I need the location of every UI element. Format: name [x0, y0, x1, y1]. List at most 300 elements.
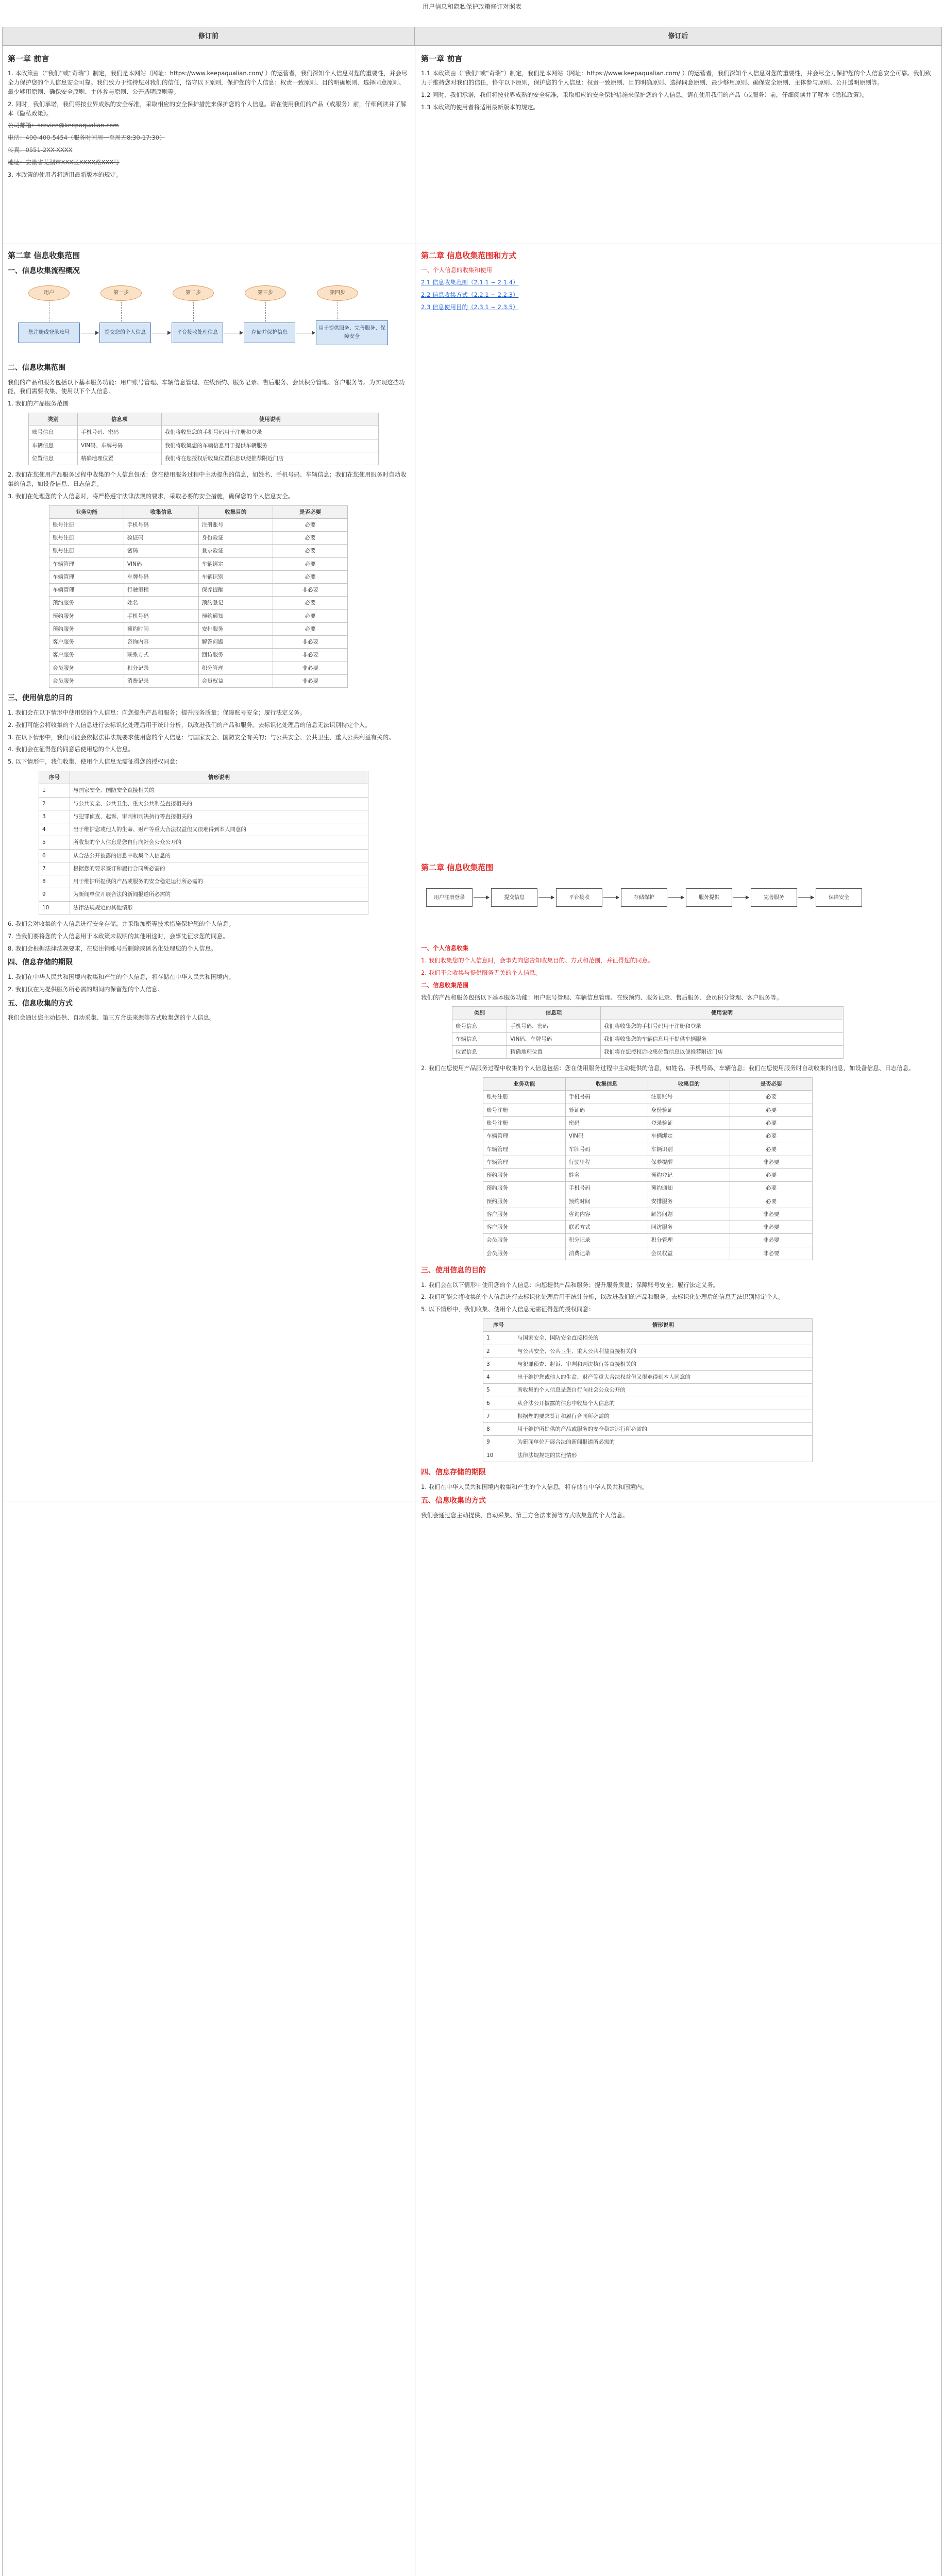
- table-row: [49, 518, 348, 531]
- table-row: [49, 557, 348, 570]
- s3-left-empty: [8, 1507, 410, 2576]
- table-cell: 出于维护您或他人的生命、财产等重大合法权益但又很难得到本人同意的: [70, 823, 368, 836]
- table-cell: 5: [39, 836, 70, 849]
- table-cell: 消费记录: [565, 1247, 648, 1260]
- s2-left: [8, 250, 410, 1497]
- table-cell: 车辆绑定: [198, 557, 273, 570]
- table-cell: 必要: [273, 557, 348, 570]
- s2-after-para: 6. 我们会对收集的个人信息进行安全存储，并采取加密等技术措施保护您的个人信息。: [8, 920, 235, 927]
- table-row: [49, 675, 348, 688]
- s1-right-para: 1.1 本政策由（“我们”或“奇瑞”）制定，我们是本网站（网址：https://www.keepaqualian.com/ ）的运营者，我们深知个人信息对您的重要性，并会尽全力保护您的个人信息安全可靠。我们致力于维持您对我们的信任，恪守以下原则，保护您的个人信息：权责一致原则、目的明确原则、选择同意原则、最少够用原则、确保安全原则、主体参与原则、公开透明原则等。: [421, 70, 931, 87]
- flow-connector: [121, 302, 122, 321]
- table-cell: 非必要: [273, 662, 348, 674]
- flow-box: 完善服务: [751, 888, 797, 907]
- table-cell: 预约服务: [49, 597, 124, 609]
- s2-right-red: 2. 我们不会收集与提供服务无关的个人信息。: [421, 969, 542, 976]
- table-cell: 非必要: [273, 675, 348, 688]
- table-row: [49, 545, 348, 557]
- table-cell: 非必要: [730, 1221, 813, 1234]
- table-header: 收集目的: [198, 505, 273, 518]
- table-row: [483, 1143, 813, 1156]
- table-row: [452, 1020, 844, 1032]
- table-cell: 与国家安全、国防安全直接相关的: [514, 1332, 813, 1345]
- table-header: 是否必要: [273, 505, 348, 518]
- table-header: 序号: [39, 771, 70, 784]
- s2-store-para: 2. 我们仅在为提供服务所必需的期间内保留您的个人信息。: [8, 985, 164, 993]
- table-cell: 非必要: [273, 649, 348, 662]
- table-cell: 我们将收集您的车辆信息用于提供车辆服务: [161, 439, 378, 452]
- s2-sub3: 三、使用信息的目的: [8, 694, 73, 703]
- table-cell: 非必要: [730, 1208, 813, 1221]
- table-cell: 我们将收集您的手机号码用于注册和登录: [600, 1020, 843, 1032]
- table-row: [39, 888, 368, 901]
- table-cell: 法律法规规定的其他情形: [70, 901, 368, 914]
- table-row: [483, 1371, 813, 1384]
- table-cell: 非必要: [730, 1156, 813, 1168]
- table-cell: 账号注册: [49, 518, 124, 531]
- s2-right-use: 2. 我们可能会将收集的个人信息进行去标识化处理后用于统计分析，以改进我们的产品和服务。去标识化处理后的信息无法识别特定个人。: [421, 1293, 784, 1301]
- table-cell: 必要: [273, 609, 348, 622]
- table-cell: 用于维护所提供的产品或服务的安全稳定运行所必需的: [514, 1423, 813, 1436]
- table-row: [483, 1234, 813, 1247]
- table-cell: 位置信息: [29, 452, 78, 465]
- table-row: [483, 1397, 813, 1410]
- table-header: 情形说明: [514, 1319, 813, 1332]
- table-row: [29, 426, 379, 439]
- table-cell: 解答问题: [198, 636, 273, 649]
- flow-oval: 用户: [28, 285, 70, 301]
- flow-box: 平台接收: [556, 888, 602, 907]
- table-cell: 4: [39, 823, 70, 836]
- table-cell: 精确地理位置: [77, 452, 161, 465]
- s1-contact: 传真：0551-2XX-XXXX: [8, 146, 73, 154]
- table-cell: 身份验证: [648, 1104, 730, 1116]
- table-cell: 3: [483, 1358, 514, 1370]
- s2-right-link: 一、个人信息的收集和使用: [421, 266, 492, 274]
- table-cell: 会员服务: [483, 1247, 566, 1260]
- table-cell: VIN码、车牌号码: [77, 439, 161, 452]
- collection-table: [49, 505, 348, 688]
- table-cell: 注册账号: [198, 518, 273, 531]
- s2-para: 1. 我们的产品服务范围: [8, 400, 69, 408]
- table-cell: 必要: [730, 1143, 813, 1156]
- table-cell: 车辆绑定: [648, 1130, 730, 1143]
- table-cell: 验证码: [124, 532, 198, 545]
- flow-arrow: [668, 897, 684, 898]
- table-cell: 与犯罪侦查、起诉、审判和判决执行等直接相关的: [514, 1358, 813, 1370]
- s1-left-para: 2. 同时，我们承诺，我们将按业界成熟的安全标准，采取相应的安全保护措施来保护您的个人信息。请在使用我们的产品（或服务）前，仔细阅读并了解本《隐私政策》。: [8, 100, 407, 117]
- table-cell: 非必要: [273, 636, 348, 649]
- table-cell: 积分管理: [648, 1234, 730, 1247]
- table-cell: 客户服务: [483, 1221, 566, 1234]
- table-cell: 必要: [273, 518, 348, 531]
- table-cell: VIN码: [124, 557, 198, 570]
- table-cell: 咨询内容: [565, 1208, 648, 1221]
- table-row: [483, 1091, 813, 1104]
- table-cell: 会员服务: [483, 1234, 566, 1247]
- flow-box: 存储并保护信息: [244, 323, 295, 343]
- table-row: [483, 1104, 813, 1116]
- table-row: [49, 649, 348, 662]
- table-cell: 车辆识别: [648, 1143, 730, 1156]
- table-cell: 保养提醒: [648, 1156, 730, 1168]
- table-row: [29, 439, 379, 452]
- s2-use-para: 5. 以下情形中，我们收集、使用个人信息无需征得您的授权同意：: [8, 758, 181, 766]
- table-cell: 姓名: [124, 597, 198, 609]
- s2-sub1: 一、信息收集流程概况: [8, 267, 80, 276]
- table-row: [49, 570, 348, 583]
- table-cell: 9: [483, 1436, 514, 1449]
- table-cell: 手机号码、密码: [507, 1020, 601, 1032]
- s2-sub5: 五、信息收集的方式: [8, 999, 73, 1008]
- table-row: [483, 1358, 813, 1370]
- table-header: 是否必要: [730, 1078, 813, 1091]
- table-cell: 预约时间: [565, 1195, 648, 1208]
- page-title: 用户信息和隐私保护政策修订对照表: [422, 3, 521, 10]
- s2-right-title: 第二章 信息收集范围: [421, 863, 494, 872]
- table-cell: 所收集的个人信息是您自行向社会公众公开的: [514, 1384, 813, 1397]
- s1-left-title: 第一章 前言: [8, 54, 49, 63]
- s2-right-link[interactable]: 2.3 信息使用目的（2.3.1 ~ 2.3.5）: [421, 303, 519, 311]
- table-cell: 预约登记: [648, 1169, 730, 1182]
- table-cell: 会员服务: [49, 662, 124, 674]
- table-cell: 手机号码: [565, 1182, 648, 1195]
- table-cell: 必要: [273, 622, 348, 635]
- table-cell: 车辆信息: [29, 439, 78, 452]
- table-cell: 积分记录: [124, 662, 198, 674]
- table-cell: 保养提醒: [198, 584, 273, 597]
- table-cell: 预约登记: [198, 597, 273, 609]
- table-row: [483, 1182, 813, 1195]
- table-header: 序号: [483, 1319, 514, 1332]
- table-cell: 预约通知: [198, 609, 273, 622]
- table-row: [483, 1208, 813, 1221]
- s2-right-use: 5. 以下情形中，我们收集、使用个人信息无需征得您的授权同意：: [421, 1306, 595, 1313]
- table-cell: 车辆识别: [198, 570, 273, 583]
- exemption-table: [39, 771, 368, 914]
- table-header: 收集目的: [648, 1078, 730, 1091]
- table-row: [49, 662, 348, 674]
- table-cell: 1: [39, 784, 70, 797]
- table-cell: 必要: [730, 1091, 813, 1104]
- table-cell: 必要: [730, 1130, 813, 1143]
- flow-arrow: [733, 897, 749, 898]
- table-cell: 8: [483, 1423, 514, 1436]
- s1-left-para: 1. 本政策由（“我们”或“奇瑞”）制定，我们是本网站（网址：https://www.keepaqualian.com/ ）的运营者，我们深知个人信息对您的重要性，并会尽全力保护您的个人信息安全可靠。我们致力于维持您对我们的信任，恪守以下原则，保护您的个人信息：权责一致原则、目的明确原则、选择同意原则、最少够用原则、确保安全原则、主体参与原则、公开透明原则等。: [8, 70, 408, 95]
- s2-para: 3. 我们在处理您的个人信息时，将严格遵守法律法规的要求，采取必要的安全措施，确保您的个人信息安全。: [8, 492, 294, 500]
- flow-arrow: [474, 897, 489, 898]
- table-cell: 必要: [730, 1169, 813, 1182]
- table-cell: 账号注册: [49, 545, 124, 557]
- table-row: [39, 836, 368, 849]
- table-cell: 精确地理位置: [507, 1046, 601, 1059]
- s2-right: [421, 862, 936, 1519]
- table-cell: 手机号码、密码: [77, 426, 161, 439]
- table-header: 业务功能: [49, 505, 124, 518]
- table-cell: 预约服务: [483, 1169, 566, 1182]
- table-cell: 3: [39, 810, 70, 823]
- flow-box: 保障安全: [816, 888, 862, 907]
- s2-para: 2. 我们在您使用产品服务过程中收集的个人信息包括：您在使用服务过程中主动提供的信息，如姓名、手机号码、车辆信息；我们在您使用服务时自动收集的信息，如设备信息、日志信息。: [8, 471, 407, 487]
- table-row: [483, 1332, 813, 1345]
- s2-right-para: 2. 我们在您使用产品服务过程中收集的个人信息包括：您在使用服务过程中主动提供的信息，如姓名、手机号码、车辆信息；我们在您使用服务时自动收集的信息，如设备信息、日志信息。: [421, 1064, 915, 1072]
- table-cell: 积分管理: [198, 662, 273, 674]
- table-cell: 我们将收集您的车辆信息用于提供车辆服务: [600, 1032, 843, 1045]
- table-cell: 我们将在您授权后收集位置信息以便推荐附近门店: [161, 452, 378, 465]
- table-cell: 与犯罪侦查、起诉、审判和判决执行等直接相关的: [70, 810, 368, 823]
- s2-use-para: 1. 我们会在以下情形中使用您的个人信息：向您提供产品和服务；提升服务质量；保障账号安全；履行法定义务。: [8, 708, 306, 716]
- s1-contact: 地址：安徽省芜湖市XXX区XXXX路XXX号: [8, 158, 120, 166]
- table-header: 业务功能: [483, 1078, 566, 1091]
- table-row: [49, 532, 348, 545]
- table-cell: 预约通知: [648, 1182, 730, 1195]
- table-cell: 回访服务: [198, 649, 273, 662]
- table-cell: 必要: [730, 1195, 813, 1208]
- table-cell: 从合法公开披露的信息中收集个人信息的: [514, 1397, 813, 1410]
- table-cell: 积分记录: [565, 1234, 648, 1247]
- table-header: 使用说明: [161, 413, 378, 426]
- s2-right-sub5: 五、信息收集的方式: [421, 1497, 486, 1505]
- table-cell: 车牌号码: [565, 1143, 648, 1156]
- flow-box: 用于提供服务、完善服务、保障安全: [316, 320, 388, 345]
- table-cell: 注册账号: [648, 1091, 730, 1104]
- s1-right-title: 第一章 前言: [421, 54, 463, 63]
- table-cell: 联系方式: [565, 1221, 648, 1234]
- flow-box: 存储保护: [621, 888, 667, 907]
- table-cell: 账号信息: [29, 426, 78, 439]
- table-cell: 车辆管理: [483, 1143, 566, 1156]
- table-cell: 账号注册: [49, 532, 124, 545]
- table-cell: 非必要: [273, 584, 348, 597]
- table-cell: VIN码、车牌号码: [507, 1032, 601, 1045]
- right-scope-table: [452, 1006, 844, 1059]
- s2-right-store: 1. 我们在中华人民共和国境内收集和产生的个人信息，将存储在中华人民共和国境内。: [421, 1483, 648, 1490]
- s2-right-red: 1. 我们收集您的个人信息时，会事先向您告知收集目的、方式和范围，并征得您的同意。: [421, 957, 654, 964]
- table-cell: 账号注册: [483, 1104, 566, 1116]
- s2-right-para: 我们的产品和服务包括以下基本服务功能：用户账号管理、车辆信息管理、在线预约、服务记录、售后服务、会员积分管理、客户服务等。: [421, 993, 783, 1001]
- table-row: [49, 609, 348, 622]
- table-cell: 手机号码: [124, 518, 198, 531]
- table-header: 类别: [29, 413, 78, 426]
- table-cell: 消费记录: [124, 675, 198, 688]
- s2-right-red: 二、信息收集范围: [421, 981, 468, 989]
- table-row: [483, 1116, 813, 1129]
- right-exemption-table: [483, 1318, 813, 1462]
- table-cell: 客户服务: [483, 1208, 566, 1221]
- table-cell: 从合法公开披露的信息中收集个人信息的: [70, 849, 368, 862]
- table-cell: 1: [483, 1332, 514, 1345]
- table-cell: 必要: [273, 545, 348, 557]
- table-cell: 用于维护所提供的产品或服务的安全稳定运行所必需的: [70, 875, 368, 888]
- table-cell: 必要: [730, 1104, 813, 1116]
- s2-after-para: 7. 当我们要将您的个人信息用于本政策未载明的其他用途时，会事先征求您的同意。: [8, 932, 229, 940]
- table-cell: 与公共安全、公共卫生、重大公共利益直接相关的: [70, 797, 368, 810]
- table-cell: 密码: [565, 1116, 648, 1129]
- table-row: [39, 875, 368, 888]
- table-row: [49, 622, 348, 635]
- table-cell: 我们将在您授权后收集位置信息以便推荐附近门店: [600, 1046, 843, 1059]
- s2-method-para: 我们会通过您主动提供、自动采集、第三方合法来源等方式收集您的个人信息。: [8, 1014, 215, 1022]
- table-cell: 客户服务: [49, 649, 124, 662]
- table-row: [39, 810, 368, 823]
- table-cell: 预约服务: [483, 1182, 566, 1195]
- table-row: [49, 636, 348, 649]
- table-row: [452, 1032, 844, 1045]
- flow-oval: 第三步: [245, 285, 286, 301]
- table-cell: 验证码: [565, 1104, 648, 1116]
- table-cell: 预约服务: [49, 609, 124, 622]
- s2-sub4: 四、信息存储的期限: [8, 958, 73, 967]
- table-header: 收集信息: [565, 1078, 648, 1091]
- table-cell: 车辆信息: [452, 1032, 507, 1045]
- flow-oval: 第四步: [317, 285, 358, 301]
- header-before: 修订前: [3, 27, 415, 46]
- table-cell: 必要: [273, 570, 348, 583]
- flow-arrow: [798, 897, 814, 898]
- table-cell: 客户服务: [49, 636, 124, 649]
- table-cell: 2: [39, 797, 70, 810]
- table-cell: 车辆管理: [483, 1130, 566, 1143]
- table-cell: 会员权益: [648, 1247, 730, 1260]
- s1-left: [8, 53, 410, 239]
- table-row: [483, 1247, 813, 1260]
- flow-box: 提交您的个人信息: [99, 323, 151, 343]
- table-cell: 2: [483, 1345, 514, 1358]
- table-cell: 必要: [730, 1116, 813, 1129]
- table-cell: 7: [483, 1410, 514, 1422]
- table-cell: 车辆管理: [49, 584, 124, 597]
- table-cell: 非必要: [730, 1234, 813, 1247]
- table-row: [452, 1046, 844, 1059]
- table-cell: 回访服务: [648, 1221, 730, 1234]
- table-cell: 与国家安全、国防安全直接相关的: [70, 784, 368, 797]
- right-collection-table: [483, 1077, 813, 1260]
- table-cell: 预约服务: [483, 1195, 566, 1208]
- s2-after-para: 8. 我们会根据法律法规要求，在您注销账号后删除或匿名化处理您的个人信息。: [8, 944, 217, 952]
- flow-oval: 第二步: [173, 285, 214, 301]
- table-header: 类别: [452, 1007, 507, 1020]
- table-cell: 车辆管理: [49, 557, 124, 570]
- table-row: [483, 1449, 813, 1462]
- table-row: [483, 1384, 813, 1397]
- service-scope-table: [28, 413, 379, 465]
- s2-store-para: 1. 我们在中华人民共和国境内收集和产生的个人信息，将存储在中华人民共和国境内。: [8, 973, 235, 981]
- flow-box: 您注册或登录账号: [18, 323, 80, 343]
- table-row: [483, 1410, 813, 1422]
- table-cell: 登录验证: [198, 545, 273, 557]
- table-cell: 账号信息: [452, 1020, 507, 1032]
- flow-arrow: [538, 897, 554, 898]
- table-row: [39, 797, 368, 810]
- table-cell: 6: [483, 1397, 514, 1410]
- table-cell: 安排服务: [198, 622, 273, 635]
- s1-right-para: 1.3 本政策的使用者将适用最新版本的规定。: [421, 103, 539, 111]
- table-cell: 10: [39, 901, 70, 914]
- flow-box: 服务提供: [686, 888, 732, 907]
- table-cell: 为新闻单位开展合法的新闻报道所必需的: [514, 1436, 813, 1449]
- table-cell: 安排服务: [648, 1195, 730, 1208]
- s1-contact: 公司邮箱：service@keepaqualian.com: [8, 122, 119, 129]
- s2-right-red: 一、个人信息收集: [421, 944, 468, 952]
- flow-box: 用户注册登录: [426, 888, 473, 907]
- table-cell: 与公共安全、公共卫生、重大公共利益直接相关的: [514, 1345, 813, 1358]
- table-cell: 身份验证: [198, 532, 273, 545]
- table-row: [39, 862, 368, 875]
- flow-box: 平台接收处理信息: [172, 323, 223, 343]
- table-cell: 我们将收集您的手机号码用于注册和登录: [161, 426, 378, 439]
- table-row: [39, 849, 368, 862]
- table-cell: 根据您的要求签订和履行合同所必需的: [70, 862, 368, 875]
- table-row: [483, 1130, 813, 1143]
- table-row: [29, 452, 379, 465]
- table-row: [483, 1436, 813, 1449]
- table-cell: 会员服务: [49, 675, 124, 688]
- table-cell: 姓名: [565, 1169, 648, 1182]
- table-cell: 4: [483, 1371, 514, 1384]
- s2-right-link[interactable]: 2.2 信息收集方式（2.2.1 ~ 2.2.3）: [421, 291, 519, 298]
- right-flowchart: [421, 878, 936, 940]
- s2-use-para: 3. 在以下情形中，我们可能会依据法律法规要求使用您的个人信息：与国家安全、国防安全有关的；与公共安全、公共卫生、重大公共利益有关的。: [8, 733, 395, 741]
- table-cell: 车辆管理: [49, 570, 124, 583]
- table-row: [49, 584, 348, 597]
- s2-use-para: 2. 我们可能会将收集的个人信息进行去标识化处理后用于统计分析，以改进我们的产品和服务。去标识化处理后的信息无法识别特定个人。: [8, 721, 371, 728]
- table-cell: 解答问题: [648, 1208, 730, 1221]
- table-cell: 咨询内容: [124, 636, 198, 649]
- table-cell: 行驶里程: [124, 584, 198, 597]
- table-row: [39, 823, 368, 836]
- s2-left-title: 第二章 信息收集范围: [8, 251, 80, 260]
- table-row: [483, 1156, 813, 1168]
- table-cell: 5: [483, 1384, 514, 1397]
- table-cell: 账号注册: [483, 1091, 566, 1104]
- table-cell: 8: [39, 875, 70, 888]
- s2-sub2: 二、信息收集范围: [8, 363, 65, 372]
- flow-oval: 第一步: [100, 285, 142, 301]
- s2-right-method: 我们会通过您主动提供、自动采集、第三方合法来源等方式收集您的个人信息。: [421, 1512, 629, 1519]
- header-after: 修订后: [415, 27, 941, 46]
- table-cell: 必要: [730, 1182, 813, 1195]
- table-cell: 10: [483, 1449, 514, 1462]
- table-row: [39, 784, 368, 797]
- table-row: [483, 1345, 813, 1358]
- s2-para: 我们的产品和服务包括以下基本服务功能：用户账号管理、车辆信息管理、在线预约、服务记录、售后服务、会员积分管理、客户服务等。为实现这些功能，我们需要收集、使用以下个人信息。: [8, 378, 405, 395]
- table-cell: 手机号码: [124, 609, 198, 622]
- table-cell: 必要: [273, 532, 348, 545]
- table-cell: 7: [39, 862, 70, 875]
- s1-right: [421, 53, 936, 239]
- table-header: 信息项: [507, 1007, 601, 1020]
- table-row: [49, 597, 348, 609]
- flow-arrow: [603, 897, 619, 898]
- table-cell: 所收集的个人信息是您自行向社会公众公开的: [70, 836, 368, 849]
- table-cell: 出于维护您或他人的生命、财产等重大合法权益但又很难得到本人同意的: [514, 1371, 813, 1384]
- table-cell: 车辆管理: [483, 1156, 566, 1168]
- s2-right-sub3: 三、使用信息的目的: [421, 1266, 486, 1275]
- s1-contact: 电话：400-400-5454（服务时间周一至周五8:30-17:30）: [8, 134, 165, 142]
- table-row: [39, 901, 368, 914]
- table-cell: 预约时间: [124, 622, 198, 635]
- table-cell: 6: [39, 849, 70, 862]
- comparison-table: [2, 27, 942, 2576]
- table-header: 信息项: [77, 413, 161, 426]
- collection-flowchart: [8, 281, 410, 359]
- table-cell: 法律法规规定的其他情形: [514, 1449, 813, 1462]
- table-cell: 必要: [273, 597, 348, 609]
- table-cell: 为新闻单位开展合法的新闻报道所必需的: [70, 888, 368, 901]
- table-cell: 预约服务: [49, 622, 124, 635]
- s2-right-link[interactable]: 2.1 信息收集范围（2.1.1 ~ 2.1.4）: [421, 279, 519, 286]
- table-row: [483, 1221, 813, 1234]
